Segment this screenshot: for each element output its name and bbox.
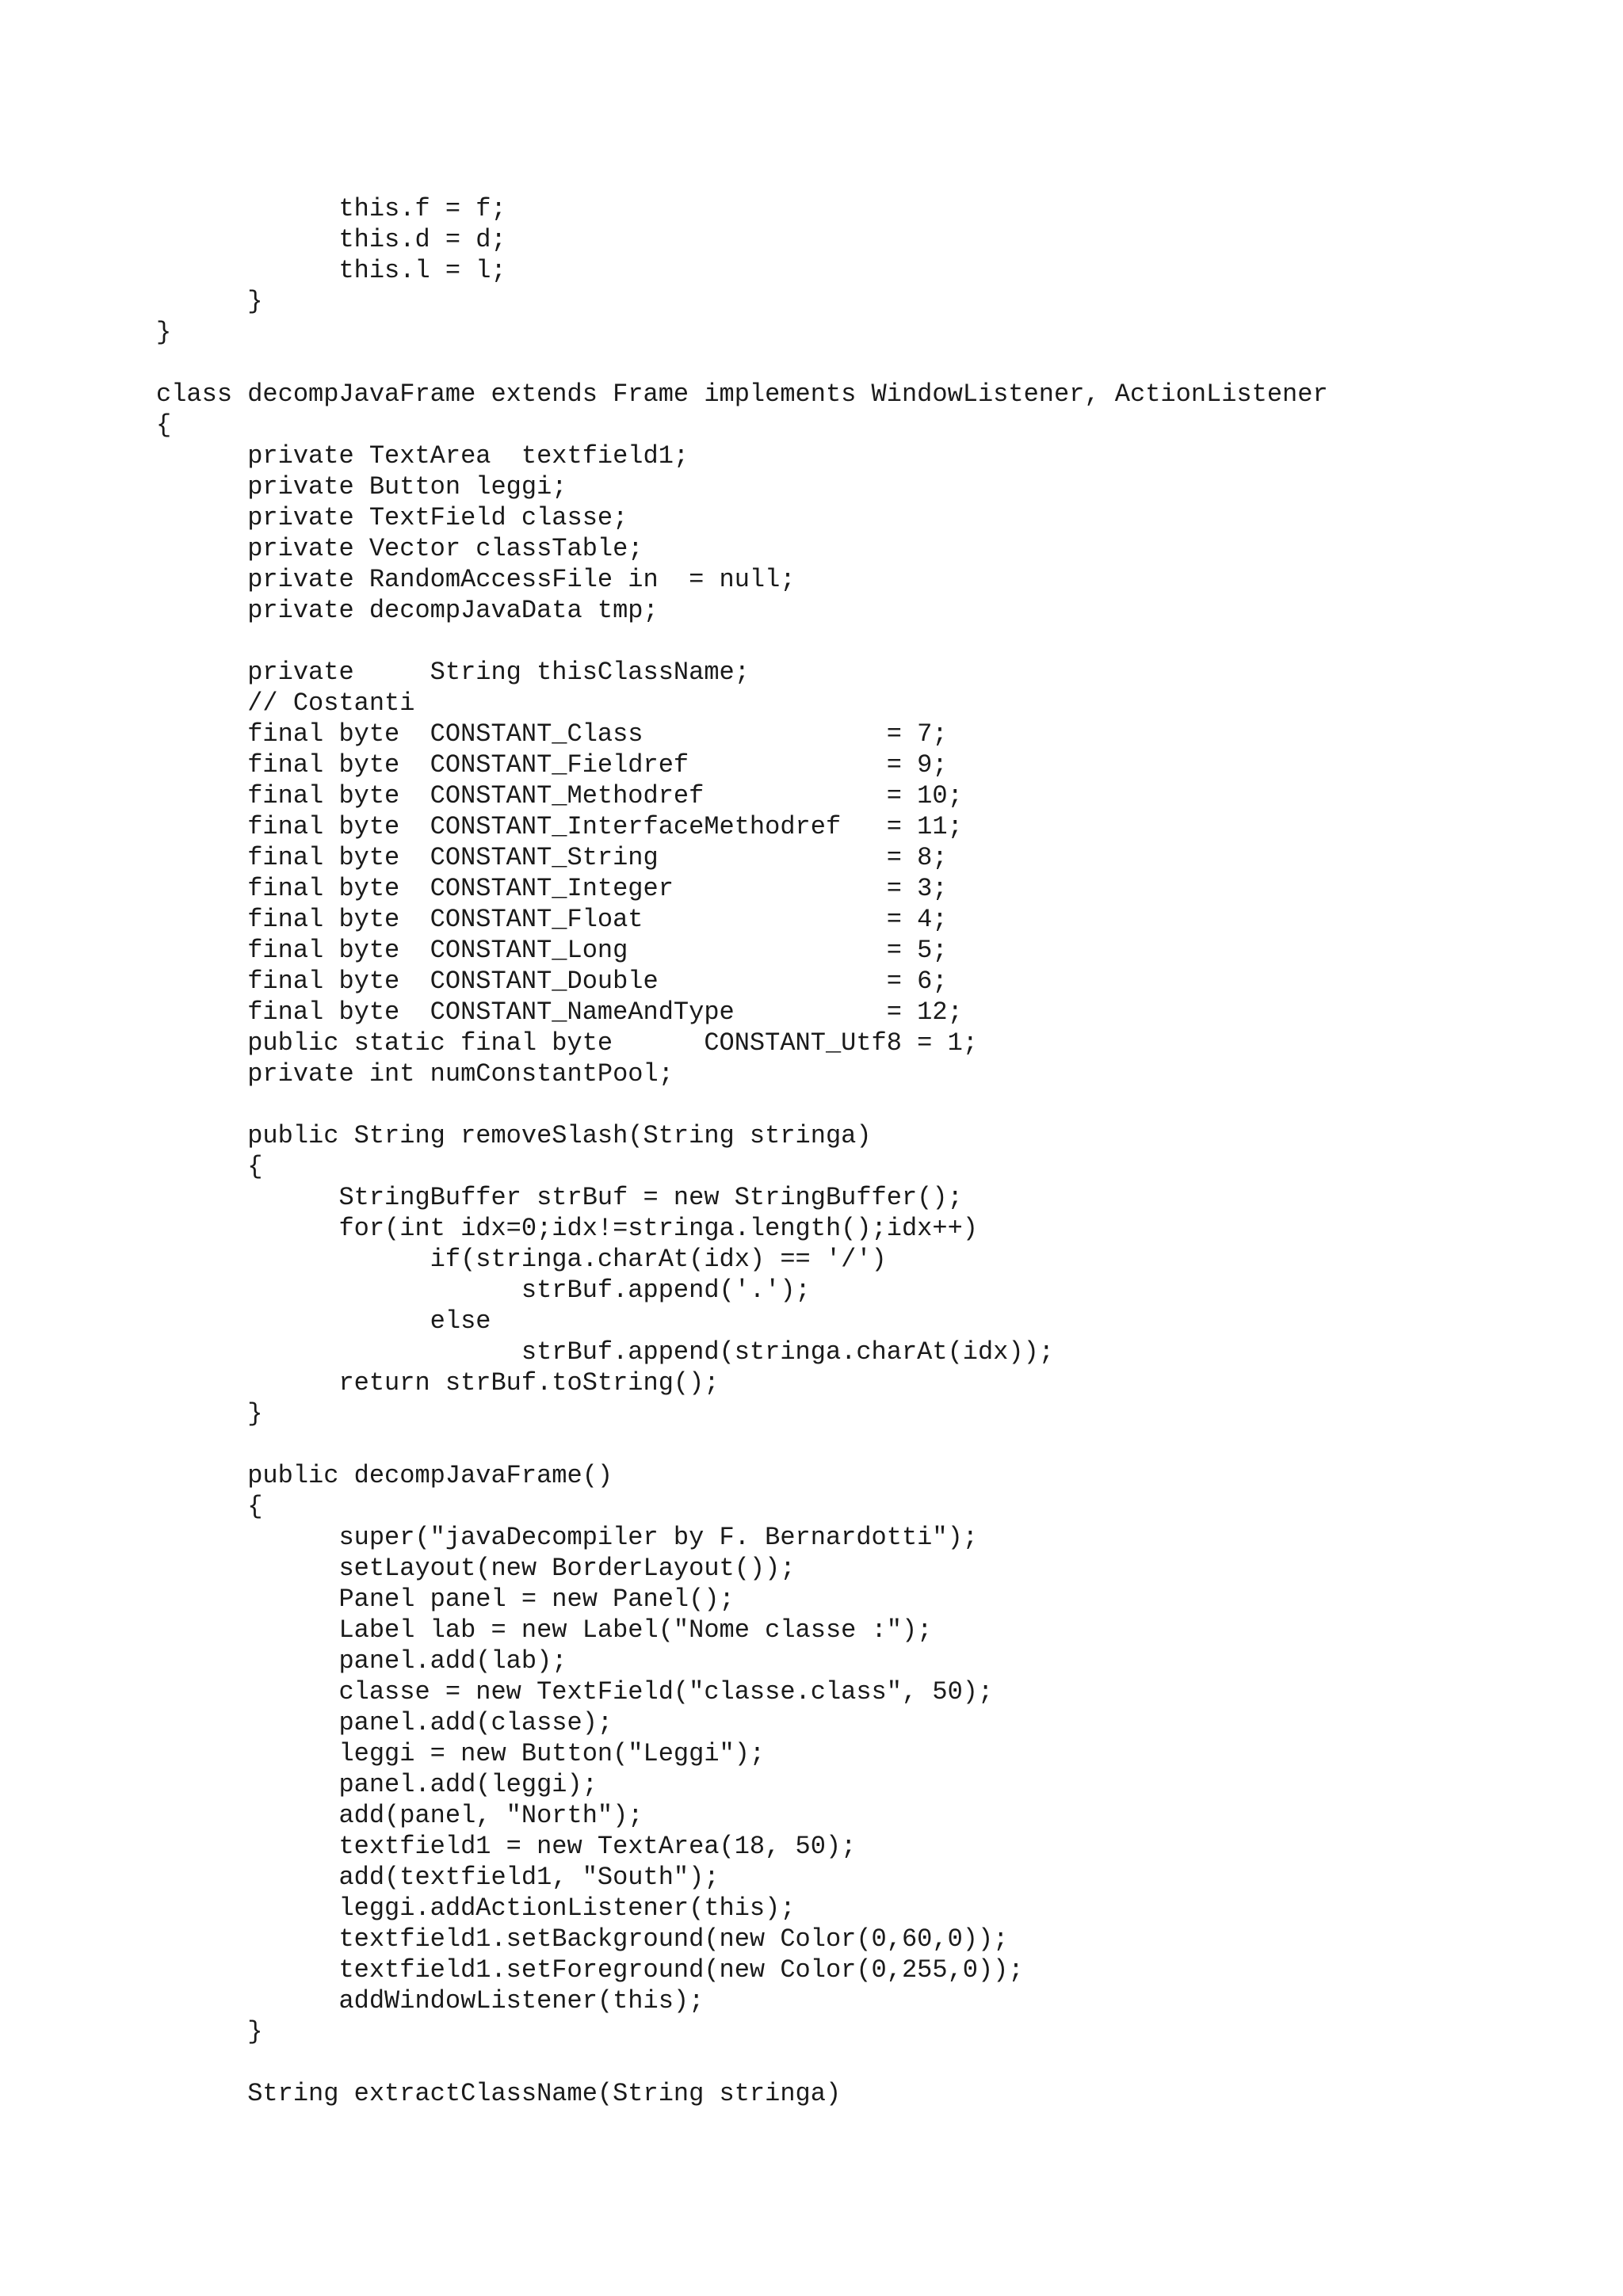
code-listing bbox=[156, 193, 1567, 2109]
code-line: private Vector classTable; bbox=[156, 534, 643, 563]
code-line: strBuf.append(stringa.charAt(idx)); bbox=[156, 1337, 1054, 1367]
code-line: if(stringa.charAt(idx) == '/') bbox=[156, 1245, 887, 1274]
code-line: { bbox=[156, 1492, 263, 1521]
code-line: textfield1 = new TextArea(18, 50); bbox=[156, 1832, 857, 1861]
code-line: private Button leggi; bbox=[156, 472, 567, 502]
code-line: final byte CONSTANT_Integer = 3; bbox=[156, 874, 948, 903]
code-line: panel.add(classe); bbox=[156, 1708, 613, 1737]
code-line: Panel panel = new Panel(); bbox=[156, 1585, 735, 1614]
code-line: final byte CONSTANT_Double = 6; bbox=[156, 967, 948, 996]
code-line: setLayout(new BorderLayout()); bbox=[156, 1554, 796, 1583]
code-line: // Costanti bbox=[156, 688, 415, 718]
code-line: { bbox=[156, 1152, 263, 1181]
code-line: public static final byte CONSTANT_Utf8 = 1; bbox=[156, 1028, 978, 1058]
code-line: this.d = d; bbox=[156, 225, 506, 254]
blank-line bbox=[156, 2047, 1567, 2078]
code-line: addWindowListener(this); bbox=[156, 1986, 705, 2016]
code-line: private TextArea textfield1; bbox=[156, 441, 689, 471]
code-line: final byte CONSTANT_String = 8; bbox=[156, 843, 948, 872]
code-line: } bbox=[156, 1399, 263, 1428]
code-line: final byte CONSTANT_NameAndType = 12; bbox=[156, 997, 963, 1027]
code-line: add(panel, "North"); bbox=[156, 1801, 643, 1830]
code-line: public decompJavaFrame() bbox=[156, 1461, 613, 1490]
code-line: textfield1.setForeground(new Color(0,255,0)); bbox=[156, 1955, 1024, 1985]
blank-line bbox=[156, 348, 1567, 379]
code-line: private decompJavaData tmp; bbox=[156, 596, 659, 625]
code-line: panel.add(lab); bbox=[156, 1646, 567, 1676]
code-line: leggi.addActionListener(this); bbox=[156, 1894, 796, 1923]
code-line: leggi = new Button("Leggi"); bbox=[156, 1739, 766, 1768]
code-line: public String removeSlash(String stringa) bbox=[156, 1121, 872, 1150]
code-line: classe = new TextField("classe.class", 50); bbox=[156, 1677, 994, 1707]
blank-line bbox=[156, 1089, 1567, 1120]
code-line: else bbox=[156, 1306, 491, 1336]
code-line: this.f = f; bbox=[156, 194, 506, 223]
code-line: super("javaDecompiler by F. Bernardotti"); bbox=[156, 1523, 978, 1552]
code-line: panel.add(leggi); bbox=[156, 1770, 598, 1799]
code-line: { bbox=[156, 410, 172, 440]
code-line: for(int idx=0;idx!=stringa.length();idx++) bbox=[156, 1214, 978, 1243]
code-line: Label lab = new Label("Nome classe :"); bbox=[156, 1615, 933, 1645]
code-line: this.l = l; bbox=[156, 256, 506, 285]
code-line: return strBuf.toString(); bbox=[156, 1368, 720, 1398]
code-line: final byte CONSTANT_Long = 5; bbox=[156, 936, 948, 965]
code-line: private String thisClassName; bbox=[156, 658, 750, 687]
code-line: } bbox=[156, 318, 172, 347]
blank-line bbox=[156, 1429, 1567, 1460]
code-line: private TextField classe; bbox=[156, 503, 628, 532]
code-line: textfield1.setBackground(new Color(0,60,0)); bbox=[156, 1924, 1009, 1954]
code-line: strBuf.append('.'); bbox=[156, 1276, 811, 1305]
code-line: StringBuffer strBuf = new StringBuffer(); bbox=[156, 1183, 963, 1212]
code-line: final byte CONSTANT_InterfaceMethodref = 11; bbox=[156, 812, 963, 841]
code-line: final byte CONSTANT_Fieldref = 9; bbox=[156, 750, 948, 780]
blank-line bbox=[156, 626, 1567, 657]
code-line: final byte CONSTANT_Class = 7; bbox=[156, 719, 948, 749]
code-line: final byte CONSTANT_Float = 4; bbox=[156, 905, 948, 934]
code-line: } bbox=[156, 287, 263, 316]
code-line: private int numConstantPool; bbox=[156, 1059, 674, 1089]
code-line: private RandomAccessFile in = null; bbox=[156, 565, 796, 594]
code-line: String extractClassName(String stringa) bbox=[156, 2079, 842, 2108]
code-line: final byte CONSTANT_Methodref = 10; bbox=[156, 781, 963, 810]
code-line: add(textfield1, "South"); bbox=[156, 1863, 720, 1892]
code-line: } bbox=[156, 2017, 263, 2046]
code-line: class decompJavaFrame extends Frame implements WindowListener, ActionListener bbox=[156, 379, 1328, 409]
